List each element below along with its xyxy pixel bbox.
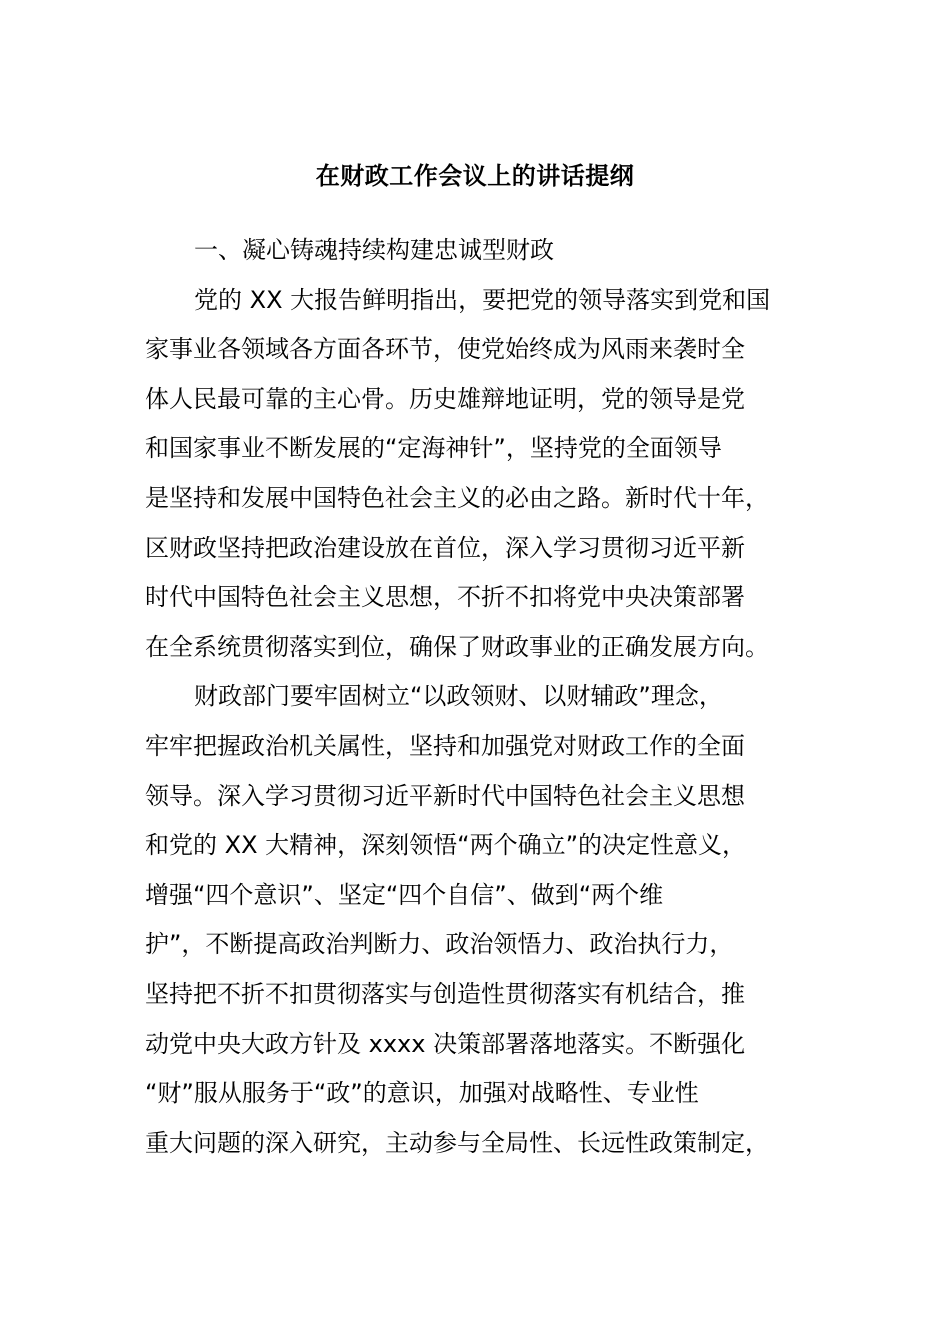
paragraph-line: 财政部门要牢固树立“以政领财、以财辅政”理念， [194,682,723,711]
paragraph-line: 和党的 XX 大精神，深刻领悟“两个确立”的决定性意义， [145,831,747,860]
paragraph-line: “财”服从服务于“政”的意识，加强对战略性、专业性 [145,1079,699,1108]
document-body [145,226,805,1168]
paragraph-2 [145,672,805,1168]
paragraph-line: 和国家事业不断发展的“定海神针”，坚持党的全面领导 [145,434,722,463]
paragraph-1 [145,276,805,673]
document-title: 在财政工作会议上的讲话提纲 [315,162,635,190]
paragraph-line: 是坚持和发展中国特色社会主义的必由之路。新时代十年， [145,483,769,512]
paragraph-line: 党的 XX 大报告鲜明指出，要把党的领导落实到党和国 [194,285,771,314]
paragraph-line: 时代中国特色社会主义思想，不折不扣将党中央决策部署 [145,583,745,612]
paragraph-line: 增强“四个意识”、坚定“四个自信”、做到“两个维 [145,880,664,909]
paragraph-line: 在全系统贯彻落实到位，确保了财政事业的正确发展方向。 [145,632,769,661]
paragraph-line: 领导。深入学习贯彻习近平新时代中国特色社会主义思想 [145,781,745,810]
paragraph-line: 牢牢把握政治机关属性，坚持和加强党对财政工作的全面 [145,731,745,760]
paragraph-line: 动党中央大政方针及 xxxx 决策部署落地落实。不断强化 [145,1029,746,1058]
paragraph-line: 体人民最可靠的主心骨。历史雄辩地证明，党的领导是党 [145,384,745,413]
paragraph-line: 重大问题的深入研究，主动参与全局性、长远性政策制定， [145,1128,769,1157]
paragraph-line: 家事业各领域各方面各环节，使党始终成为风雨来袭时全 [145,335,745,364]
section-heading: 一、凝心铸魂持续构建忠诚型财政 [194,236,554,264]
paragraph-line: 护”，不断提高政治判断力、政治领悟力、政治执行力， [145,930,734,959]
paragraph-line: 坚持把不折不扣贯彻落实与创造性贯彻落实有机结合，推 [145,979,745,1008]
paragraph-line: 区财政坚持把政治建设放在首位，深入学习贯彻习近平新 [145,533,745,562]
